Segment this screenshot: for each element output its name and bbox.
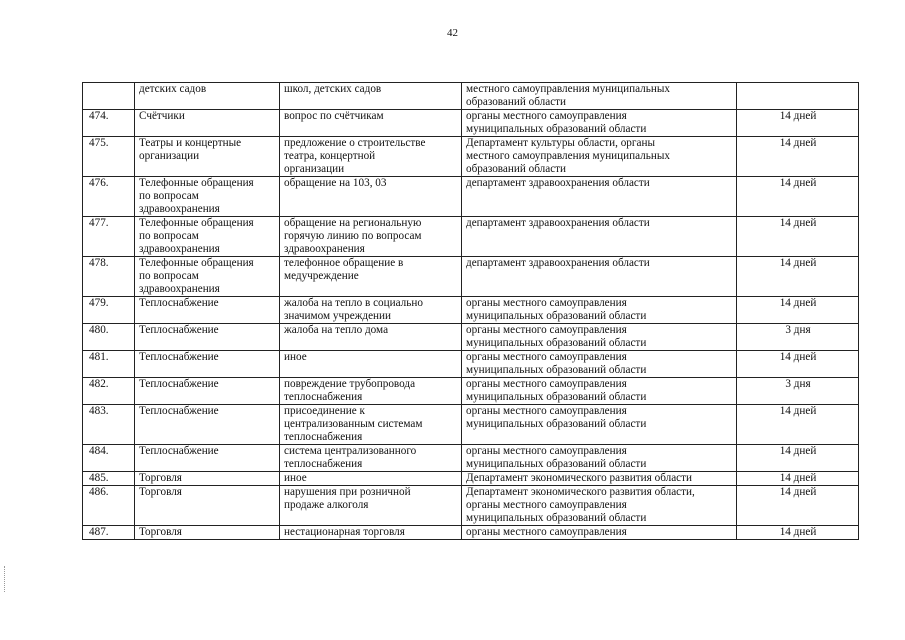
deadline-cell <box>737 83 859 110</box>
deadline-cell: 14 дней <box>737 405 859 445</box>
row-number: 483. <box>83 405 135 445</box>
category-cell: Торговля <box>135 526 280 540</box>
regulations-table <box>82 82 859 540</box>
row-number: 486. <box>83 486 135 526</box>
deadline-cell: 3 дня <box>737 378 859 405</box>
deadline-cell: 14 дней <box>737 526 859 540</box>
table-row <box>83 445 859 472</box>
category-cell: Телефонные обращения по вопросам здравоохранения <box>135 217 280 257</box>
question-cell: присоединение к централизованным системам теплоснабжения <box>280 405 462 445</box>
organization-cell: Департамент экономического развития области <box>462 472 737 486</box>
table-row <box>83 486 859 526</box>
row-number: 482. <box>83 378 135 405</box>
table-row <box>83 324 859 351</box>
question-cell: система централизованного теплоснабжения <box>280 445 462 472</box>
table-row <box>83 405 859 445</box>
category-cell: Телефонные обращения по вопросам здравоохранения <box>135 257 280 297</box>
organization-cell: органы местного самоуправления муниципальных образований области <box>462 445 737 472</box>
row-number <box>83 83 135 110</box>
row-number: 476. <box>83 177 135 217</box>
question-cell: повреждение трубопровода теплоснабжения <box>280 378 462 405</box>
table-body <box>83 83 859 540</box>
deadline-cell: 14 дней <box>737 472 859 486</box>
category-cell: Торговля <box>135 486 280 526</box>
table-row <box>83 526 859 540</box>
row-number: 474. <box>83 110 135 137</box>
organization-cell: департамент здравоохранения области <box>462 177 737 217</box>
organization-cell: департамент здравоохранения области <box>462 217 737 257</box>
table-row <box>83 257 859 297</box>
question-cell: жалоба на тепло дома <box>280 324 462 351</box>
organization-cell: органы местного самоуправления муниципальных образований области <box>462 297 737 324</box>
question-cell: обращение на региональную горячую линию по вопросам здравоохранения <box>280 217 462 257</box>
row-number: 479. <box>83 297 135 324</box>
organization-cell: департамент здравоохранения области <box>462 257 737 297</box>
table-row <box>83 217 859 257</box>
category-cell: Теплоснабжение <box>135 378 280 405</box>
organization-cell: местного самоуправления муниципальных образований области <box>462 83 737 110</box>
category-cell: Торговля <box>135 472 280 486</box>
organization-cell: органы местного самоуправления муниципальных образований области <box>462 110 737 137</box>
category-cell: Теплоснабжение <box>135 405 280 445</box>
organization-cell: органы местного самоуправления муниципальных образований области <box>462 351 737 378</box>
question-cell: предложение о строительстве театра, концертной организации <box>280 137 462 177</box>
category-cell: детских садов <box>135 83 280 110</box>
question-cell: обращение на 103, 03 <box>280 177 462 217</box>
page-number: 42 <box>447 27 458 39</box>
question-cell: телефонное обращение в медучреждение <box>280 257 462 297</box>
category-cell: Теплоснабжение <box>135 297 280 324</box>
table-row <box>83 83 859 110</box>
row-number: 484. <box>83 445 135 472</box>
deadline-cell: 14 дней <box>737 137 859 177</box>
row-number: 487. <box>83 526 135 540</box>
deadline-cell: 14 дней <box>737 177 859 217</box>
question-cell: иное <box>280 351 462 378</box>
organization-cell: органы местного самоуправления муниципальных образований области <box>462 378 737 405</box>
category-cell: Телефонные обращения по вопросам здравоохранения <box>135 177 280 217</box>
deadline-cell: 14 дней <box>737 351 859 378</box>
question-cell: иное <box>280 472 462 486</box>
deadline-cell: 14 дней <box>737 110 859 137</box>
table-row <box>83 137 859 177</box>
table-row <box>83 378 859 405</box>
question-cell: нестационарная торговля <box>280 526 462 540</box>
category-cell: Теплоснабжение <box>135 324 280 351</box>
table-row <box>83 297 859 324</box>
table-row <box>83 351 859 378</box>
deadline-cell: 14 дней <box>737 217 859 257</box>
row-number: 485. <box>83 472 135 486</box>
category-cell: Теплоснабжение <box>135 351 280 378</box>
row-number: 478. <box>83 257 135 297</box>
organization-cell: Департамент экономического развития области, органы местного самоуправления муниципальных образований области <box>462 486 737 526</box>
question-cell: школ, детских садов <box>280 83 462 110</box>
scan-edge-mark <box>4 566 7 592</box>
row-number: 477. <box>83 217 135 257</box>
organization-cell: органы местного самоуправления муниципальных образований области <box>462 324 737 351</box>
category-cell: Счётчики <box>135 110 280 137</box>
deadline-cell: 3 дня <box>737 324 859 351</box>
deadline-cell: 14 дней <box>737 257 859 297</box>
deadline-cell: 14 дней <box>737 486 859 526</box>
row-number: 475. <box>83 137 135 177</box>
deadline-cell: 14 дней <box>737 297 859 324</box>
table-row <box>83 177 859 217</box>
question-cell: вопрос по счётчикам <box>280 110 462 137</box>
category-cell: Театры и концертные организации <box>135 137 280 177</box>
organization-cell: органы местного самоуправления <box>462 526 737 540</box>
table-row <box>83 110 859 137</box>
question-cell: жалоба на тепло в социально значимом учреждении <box>280 297 462 324</box>
row-number: 481. <box>83 351 135 378</box>
deadline-cell: 14 дней <box>737 445 859 472</box>
question-cell: нарушения при розничной продаже алкоголя <box>280 486 462 526</box>
organization-cell: Департамент культуры области, органы местного самоуправления муниципальных образований области <box>462 137 737 177</box>
category-cell: Теплоснабжение <box>135 445 280 472</box>
row-number: 480. <box>83 324 135 351</box>
organization-cell: органы местного самоуправления муниципальных образований области <box>462 405 737 445</box>
table-row <box>83 472 859 486</box>
